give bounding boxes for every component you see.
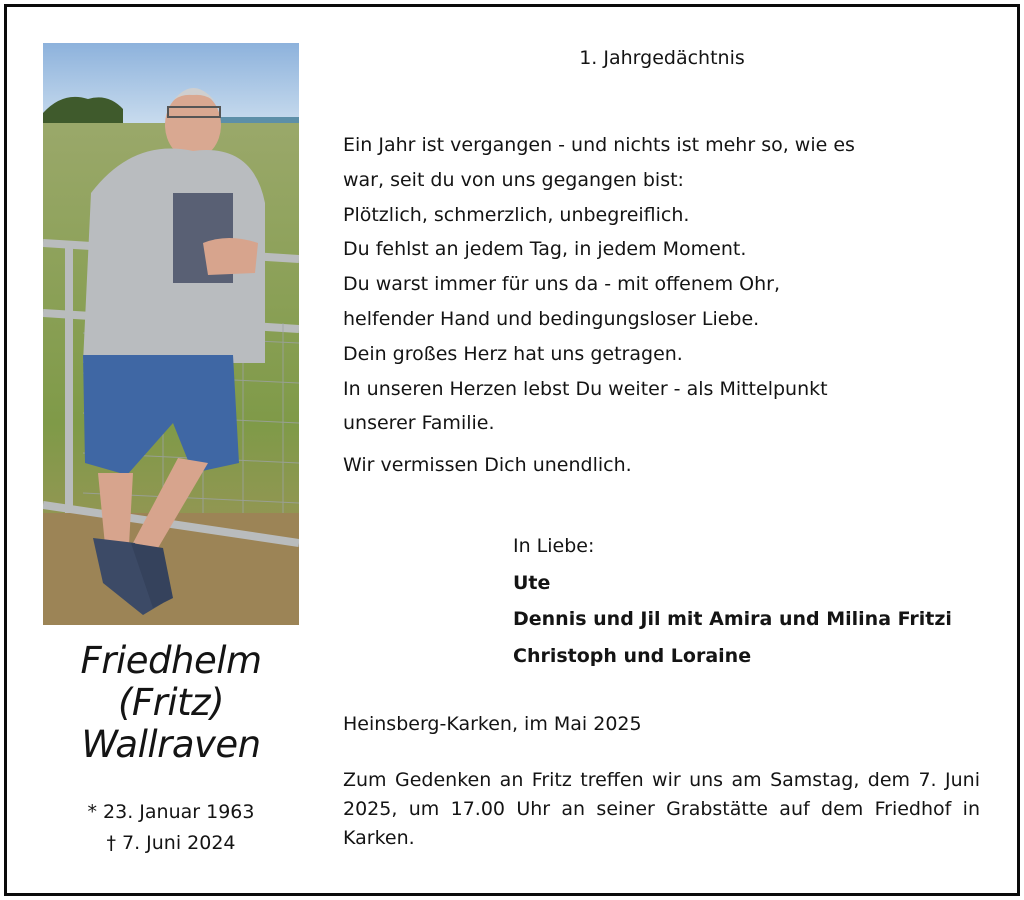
life-dates	[43, 797, 299, 859]
birth-date: * 23. Januar 1963	[87, 801, 255, 823]
signers-intro: In Liebe:	[513, 535, 595, 557]
memorial-poem	[343, 128, 983, 441]
anniversary-heading: 1. Jahrgedächtnis	[579, 47, 745, 69]
poem-closing: Wir vermissen Dich unendlich.	[343, 454, 632, 476]
deceased-name	[43, 640, 299, 766]
name-last: Wallraven	[81, 723, 261, 766]
signers-block	[513, 528, 952, 674]
signer-name: Christoph und Loraine	[513, 644, 752, 667]
signer-name: Dennis und Jil mit Amira und Milina Fritzi	[513, 608, 952, 630]
signer-name: Ute	[513, 571, 551, 594]
portrait-photo	[43, 43, 299, 625]
poem-line: Du fehlst an jedem Tag, in jedem Moment.	[343, 238, 747, 261]
poem-line: Plötzlich, schmerzlich, unbegreiflich.	[343, 203, 690, 226]
poem-line: unserer Familie.	[343, 412, 495, 435]
place-date: Heinsberg-Karken, im Mai 2025	[343, 713, 642, 735]
death-date: † 7. Juni 2024	[106, 832, 236, 854]
poem-line: war, seit du von uns gegangen bist:	[343, 168, 684, 191]
portrait-photo-icon	[43, 43, 299, 625]
poem-line: Du warst immer für uns da - mit offenem Ohr,	[343, 273, 780, 296]
name-nickname: (Fritz)	[117, 681, 225, 724]
memorial-notice: Zum Gedenken an Fritz treffen wir uns am Samstag, dem 7. Juni 2025, um 17.00 Uhr an seiner Grabstätte auf dem Friedhof in Karken.	[343, 769, 980, 849]
poem-line: Ein Jahr ist vergangen - und nichts ist mehr so, wie es	[343, 134, 855, 156]
poem-line: Dein großes Herz hat uns getragen.	[343, 342, 683, 365]
poem-line: helfender Hand und bedingungsloser Liebe.	[343, 307, 760, 330]
name-first: Friedhelm	[80, 639, 262, 682]
poem-line: In unseren Herzen lebst Du weiter - als Mittelpunkt	[343, 377, 828, 400]
